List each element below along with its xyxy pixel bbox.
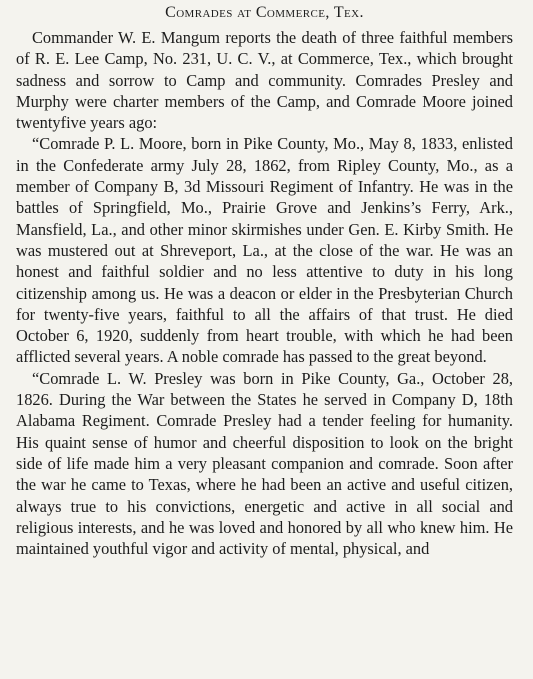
presley-obituary-paragraph: “Comrade L. W. Presley was born in Pike County, Ga., October 28, 1826. During the War between the States he served in Company D, 18th Alabama Regiment. Comrade Presley had a tender feeling for humanity. His quaint sense of humor and cheerful disposition to look on the bright side of life made him a very pleasant companion and comrade. Soon after the war he came to Texas, where he had been an active and useful citizen, always true to his convictions, energetic and active in all social and religious interests, and he was loved and honored by all who knew him. He maintained youthful vigor and activity of mental, physical, and [16, 368, 513, 559]
moore-obituary-paragraph: “Comrade P. L. Moore, born in Pike County, Mo., May 8, 1833, enlisted in the Confederate army July 28, 1862, from Ripley County, Mo., as a member of Company B, 3d Missouri Regiment of Infantry. He was in the battles of Springfield, Mo., Prairie Grove and Jenkins’s Ferry, Ark., Mansfield, La., and other minor skirmishes under Gen. E. Kirby Smith. He was mustered out at Shreveport, La., at the close of the war. He was an honest and faithful soldier and no less attentive to duty in his long citizenship among us. He was a deacon or elder in the Presbyterian Church for twenty-five years, faithful to all the affairs of that trust. He died October 6, 1920, suddenly from heart trouble, with which he had been afflicted several years. A noble comrade has passed to the great beyond. [16, 134, 513, 367]
article-body [16, 27, 513, 559]
intro-paragraph: Commander W. E. Mangum reports the death of three faithful members of R. E. Lee Camp, No. 231, U. C. V., at Commerce, Tex., which brought sadness and sorrow to Camp and community. Comrades Presley and Murphy were charter members of the Camp, and Comrade Moore joined twentyfive years ago: [16, 28, 513, 133]
article-heading: Comrades at Commerce, Tex. [165, 4, 364, 21]
